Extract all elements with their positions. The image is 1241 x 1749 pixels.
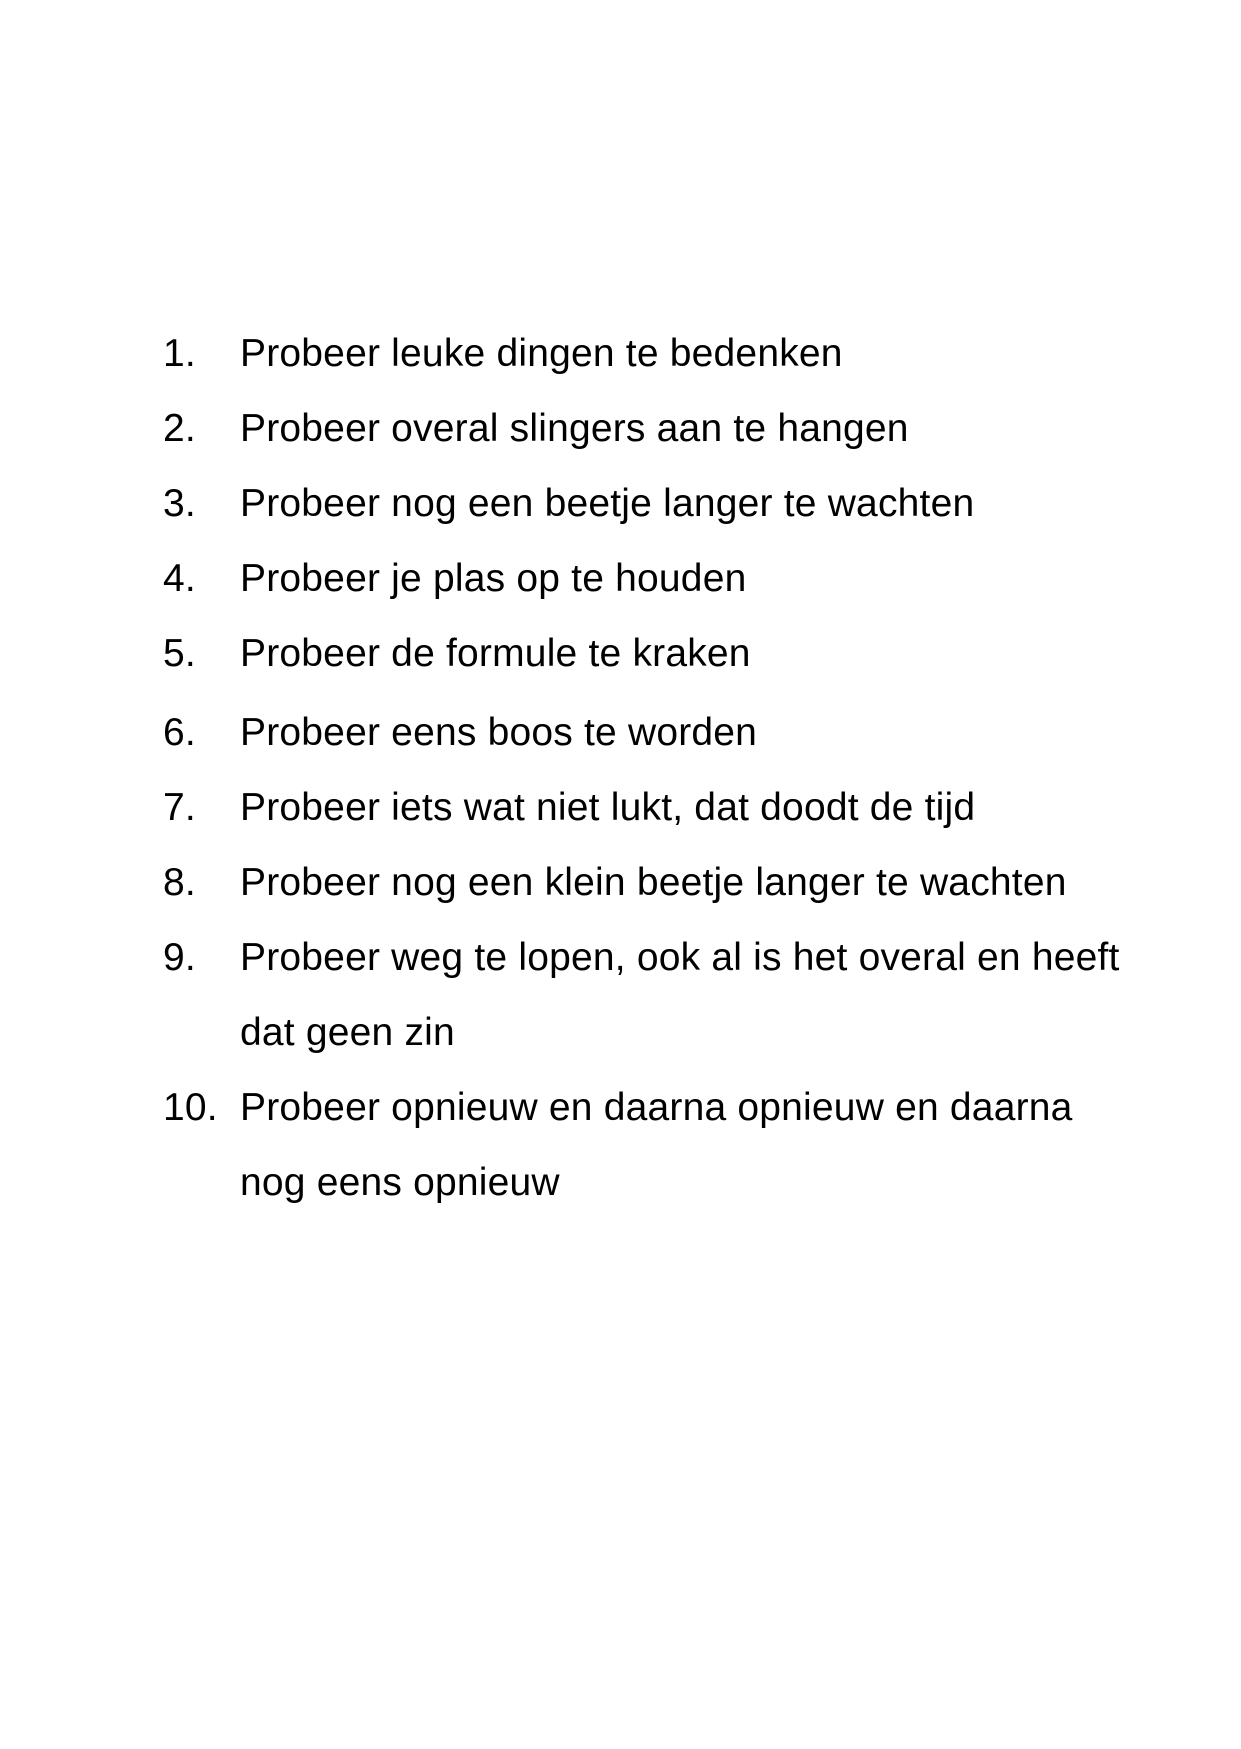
list-item-text: Probeer opnieuw en daarna opnieuw en daarna nog eens opnieuw [240, 1086, 1073, 1204]
list-item-text: Probeer de formule te kraken [240, 632, 751, 675]
list-item-text: Probeer iets wat niet lukt, dat doodt de tijd [240, 786, 976, 829]
list-item-number: 2. [163, 407, 196, 450]
list-item-number: 10. [163, 1086, 218, 1129]
list-item-text: Probeer leuke dingen te bedenken [240, 332, 843, 375]
list-item-number: 1. [163, 332, 196, 375]
list-item [163, 1070, 1123, 1220]
list-item [163, 616, 1123, 691]
list-item [163, 316, 1123, 391]
list-item [163, 845, 1123, 920]
list-item-number: 4. [163, 557, 196, 600]
list-item-text: Probeer je plas op te houden [240, 557, 747, 600]
list-item-number: 7. [163, 786, 196, 829]
list-item-text: Probeer eens boos te worden [240, 711, 758, 754]
numbered-list [163, 316, 1123, 1220]
list-item-number: 3. [163, 482, 196, 525]
list-item-text: Probeer overal slingers aan te hangen [240, 407, 909, 450]
list-item [163, 466, 1123, 541]
list-item-number: 5. [163, 632, 196, 675]
list-item-number: 6. [163, 711, 196, 754]
list-item-number: 8. [163, 861, 196, 904]
list-item [163, 920, 1123, 1070]
list-item-number: 9. [163, 936, 196, 979]
list-item [163, 391, 1123, 466]
list-item [163, 541, 1123, 616]
list-item-text: Probeer weg te lopen, ook al is het overal en heeft dat geen zin [240, 936, 1120, 1054]
list-item-text: Probeer nog een beetje langer te wachten [240, 482, 975, 525]
list-item-text: Probeer nog een klein beetje langer te wachten [240, 861, 1067, 904]
list-item [163, 770, 1123, 845]
list-item [163, 695, 1123, 770]
